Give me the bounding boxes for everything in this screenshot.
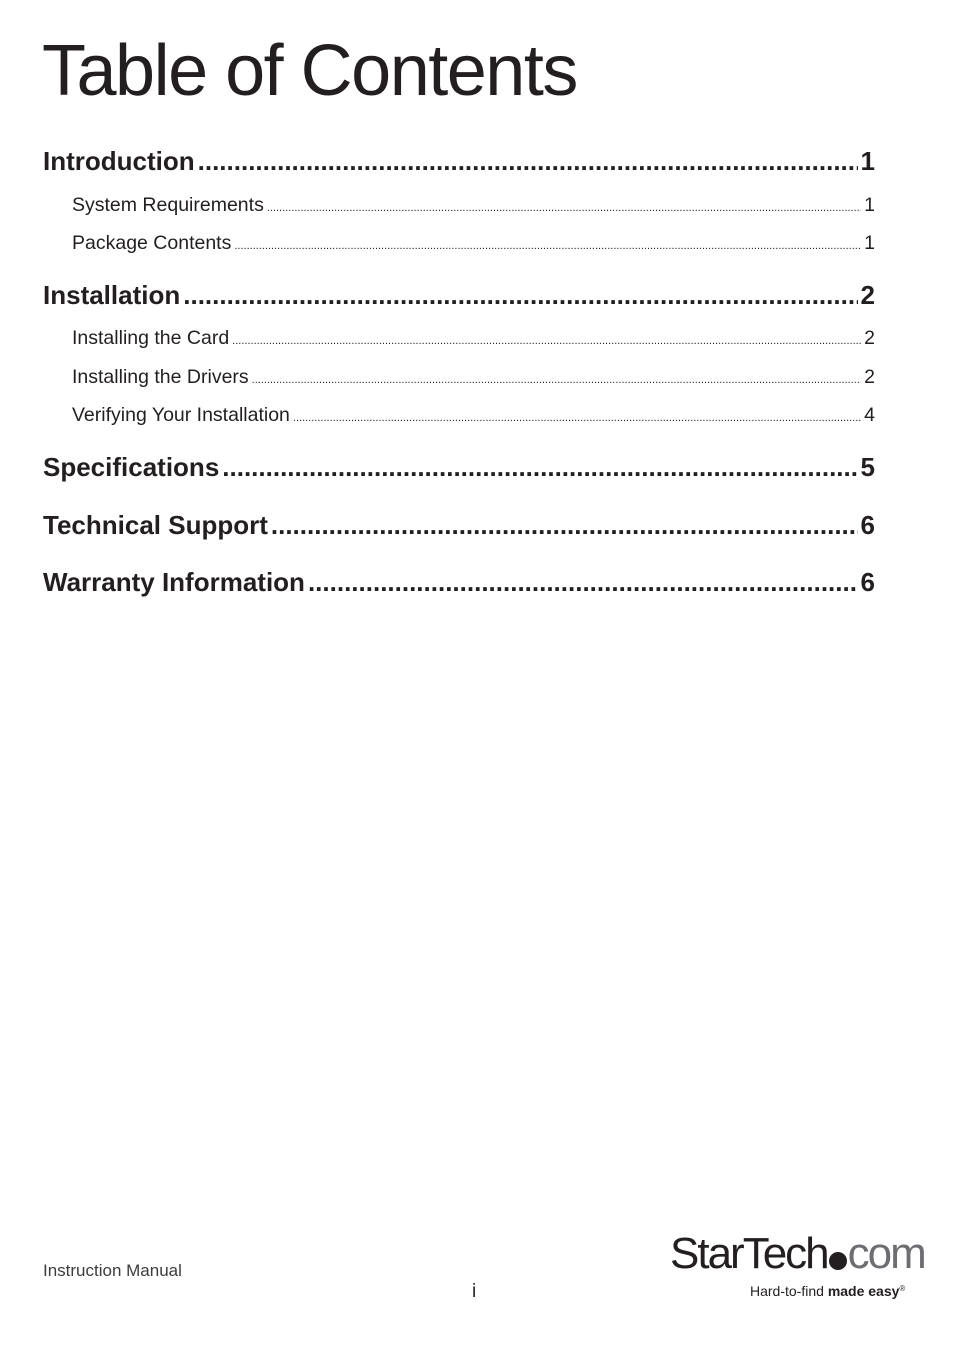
toc-entry-specifications[interactable] (43, 452, 875, 483)
startech-logo (670, 1229, 925, 1305)
toc-entry-label: Installing the Drivers (72, 366, 249, 388)
toc-entry-label: Technical Support (43, 510, 268, 540)
toc-entry-introduction[interactable] (43, 146, 875, 177)
toc-entry-verifying-your-installation[interactable] (72, 404, 875, 427)
dot-leader (232, 335, 861, 347)
toc-entry-page: 6 (860, 510, 875, 540)
page-title: Table of Contents (42, 31, 577, 111)
toc-entry-page: 2 (864, 366, 875, 388)
toc-entry-page: 1 (864, 232, 875, 254)
dot-leader (198, 146, 858, 177)
dot-leader (293, 412, 861, 424)
dot-leader (271, 510, 858, 541)
dot-leader (183, 280, 857, 311)
toc-entry-page: 1 (860, 146, 875, 176)
toc-entry-label: Specifications (43, 452, 220, 482)
toc-entry-installing-the-drivers[interactable] (72, 366, 875, 389)
toc-entry-package-contents[interactable] (72, 232, 875, 255)
dot-leader (222, 452, 857, 483)
toc-entry-label: Warranty Information (43, 567, 305, 597)
logo-brand-suffix: com (847, 1229, 925, 1278)
toc-entry-page: 1 (864, 194, 875, 216)
logo-tagline (750, 1283, 905, 1299)
dot-leader (252, 374, 861, 386)
logo-dot-icon (829, 1252, 847, 1270)
toc-entry-label: Verifying Your Installation (72, 404, 290, 426)
dot-leader (267, 202, 861, 214)
logo-tagline-regular: Hard-to-find (750, 1283, 828, 1299)
footer-document-label: Instruction Manual (43, 1261, 182, 1280)
toc-entry-label: Installing the Card (72, 327, 230, 349)
toc-entry-page: 5 (860, 452, 875, 482)
logo-tagline-bold: made easy (827, 1283, 900, 1299)
toc-entry-technical-support[interactable] (43, 510, 875, 541)
logo-brand-main: StarTech (670, 1229, 828, 1278)
toc-entry-page: 2 (860, 280, 875, 310)
logo-wordmark (670, 1230, 925, 1278)
toc-entry-installing-the-card[interactable] (72, 327, 875, 350)
page-number: i (472, 1281, 477, 1302)
toc-entry-label: Introduction (43, 146, 195, 176)
toc-entry-label: System Requirements (72, 194, 264, 216)
toc-entry-page: 4 (864, 404, 875, 426)
toc-entry-label: Package Contents (72, 232, 232, 254)
toc-entry-page: 6 (860, 567, 875, 597)
toc-entry-label: Installation (43, 280, 181, 310)
dot-leader (234, 240, 861, 252)
toc-entry-page: 2 (864, 327, 875, 349)
toc-entry-warranty-information[interactable] (43, 567, 875, 598)
registered-mark-icon: ® (899, 1284, 906, 1293)
toc-entry-system-requirements[interactable] (72, 194, 875, 217)
toc-entry-installation[interactable] (43, 280, 875, 311)
dot-leader (308, 567, 858, 598)
